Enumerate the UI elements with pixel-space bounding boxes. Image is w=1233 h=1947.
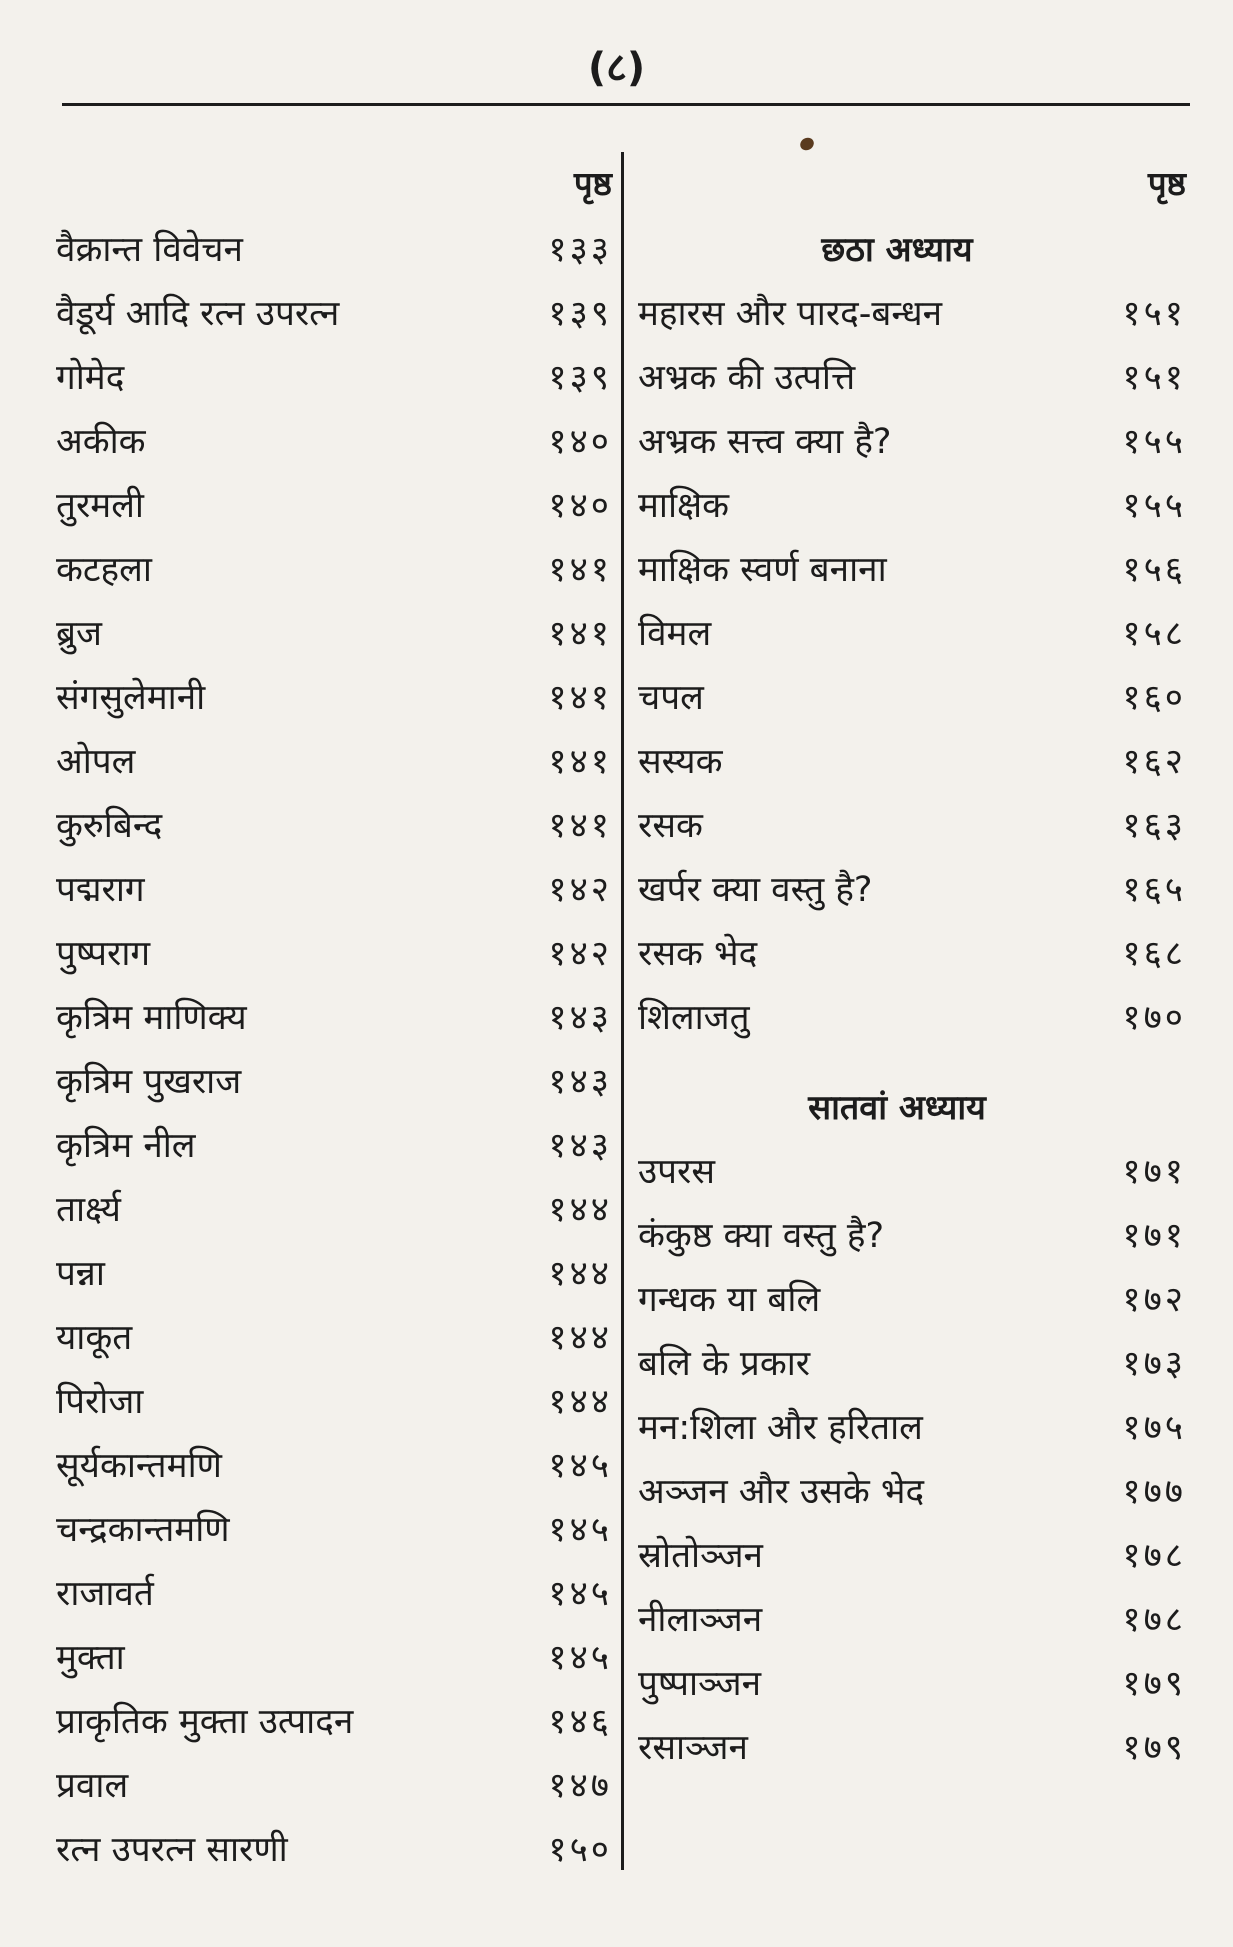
entry-title: प्राकृतिक मुक्ता उत्पादन (56, 1702, 354, 1742)
index-entry (56, 1242, 612, 1306)
entry-title: महारस और पारद-बन्धन (638, 294, 943, 334)
entry-page-number: १६२ (1122, 742, 1186, 782)
entry-page-number: १४७ (548, 1766, 612, 1806)
entry-title: चपल (638, 678, 704, 718)
index-entry (56, 1178, 612, 1242)
entry-title: खर्पर क्या वस्तु है? (638, 870, 873, 910)
entry-title: रत्न उपरत्न सारणी (56, 1830, 288, 1870)
index-entry (56, 474, 612, 538)
chapter-heading: छठा अध्याय (821, 230, 973, 270)
entry-title: अञ्जन और उसके भेद (638, 1472, 925, 1512)
index-entry (56, 346, 612, 410)
entry-title: कृत्रिम नील (56, 1126, 196, 1166)
index-entry (56, 666, 612, 730)
entry-title: कृत्रिम पुखराज (56, 1062, 242, 1102)
entry-title: राजावर्त (56, 1574, 154, 1614)
entry-page-number: १७१ (1122, 1216, 1186, 1256)
page-column-header: पृष्ठ (573, 164, 612, 203)
entry-title: पिरोजा (56, 1382, 144, 1422)
entry-page-number: १५५ (1122, 422, 1186, 462)
entry-page-number: १६८ (1122, 934, 1186, 974)
entry-title: रसक भेद (638, 934, 758, 974)
entry-page-number: १७१ (1122, 1152, 1186, 1192)
entry-title: मन:शिला और हरिताल (638, 1408, 923, 1448)
index-entry (56, 1562, 612, 1626)
index-entry (56, 1818, 612, 1882)
index-entry (56, 602, 612, 666)
index-entry (56, 1434, 612, 1498)
entry-title: गन्धक या बलि (638, 1280, 821, 1320)
index-entry (56, 538, 612, 602)
left-column (56, 150, 612, 1882)
index-entry (638, 1716, 1186, 1780)
entry-title: अभ्रक की उत्पत्ति (638, 358, 856, 398)
entry-page-number: १३९ (548, 294, 612, 334)
entry-page-number: १४१ (548, 742, 612, 782)
right-column (638, 150, 1186, 1780)
entry-title: पुष्पराग (56, 934, 151, 974)
index-entry (56, 986, 612, 1050)
entry-page-number: १५० (548, 1830, 612, 1870)
index-entry (56, 730, 612, 794)
page-column-header: पृष्ठ (1147, 164, 1186, 203)
entry-page-number: १४५ (548, 1638, 612, 1678)
entry-title: पुष्पाञ्जन (638, 1664, 761, 1704)
index-entry (638, 1396, 1186, 1460)
entry-page-number: १४२ (548, 934, 612, 974)
index-entry (56, 410, 612, 474)
entry-page-number: १४३ (548, 1126, 612, 1166)
index-entry (638, 346, 1186, 410)
page-number: (८) (587, 45, 646, 91)
entry-title: रसाञ्जन (638, 1728, 748, 1768)
entry-page-number: १५१ (1122, 294, 1186, 334)
entry-title: वैडूर्य आदि रत्न उपरत्न (56, 294, 340, 334)
left-index-list (56, 218, 612, 1882)
index-entry (56, 794, 612, 858)
entry-title: माक्षिक स्वर्ण बनाना (638, 550, 887, 590)
index-entry (56, 282, 612, 346)
entry-page-number: १६० (1122, 678, 1186, 718)
index-entry (638, 1652, 1186, 1716)
entry-title: अकीक (56, 422, 146, 462)
entry-page-number: १४५ (548, 1510, 612, 1550)
entry-title: संगसुलेमानी (56, 678, 206, 718)
entry-page-number: १४६ (548, 1702, 612, 1742)
entry-title: चन्द्रकान्तमणि (56, 1510, 230, 1550)
index-entry (56, 1498, 612, 1562)
index-entry (638, 1268, 1186, 1332)
entry-page-number: १३९ (548, 358, 612, 398)
entry-title: सस्यक (638, 742, 723, 782)
entry-page-number: १४३ (548, 998, 612, 1038)
entry-page-number: १४२ (548, 870, 612, 910)
entry-title: ब्रुज (56, 614, 102, 654)
index-entry (638, 1140, 1186, 1204)
index-entry (56, 1370, 612, 1434)
top-rule (62, 103, 1190, 106)
entry-page-number: १६५ (1122, 870, 1186, 910)
entry-page-number: १४४ (548, 1318, 612, 1358)
index-entry (638, 730, 1186, 794)
entry-title: गोमेद (56, 358, 125, 398)
index-entry (56, 922, 612, 986)
entry-title: पद्मराग (56, 870, 145, 910)
entry-page-number: १५६ (1122, 550, 1186, 590)
entry-page-number: १४३ (548, 1062, 612, 1102)
index-entry (56, 218, 612, 282)
entry-page-number: १४० (548, 422, 612, 462)
entry-page-number: १६३ (1122, 806, 1186, 846)
entry-title: याकूत (56, 1318, 133, 1358)
entry-title: स्रोतोञ्जन (638, 1536, 763, 1576)
entry-page-number: १४५ (548, 1574, 612, 1614)
index-entry (56, 858, 612, 922)
entry-title: मुक्ता (56, 1638, 125, 1678)
entry-page-number: १७९ (1122, 1664, 1186, 1704)
entry-title: पन्ना (56, 1254, 105, 1294)
entry-title: विमल (638, 614, 712, 654)
index-entry (56, 1626, 612, 1690)
entry-title: तुरमली (56, 486, 144, 526)
entry-page-number: १४४ (548, 1254, 612, 1294)
index-entry (638, 922, 1186, 986)
entry-title: शिलाजतु (638, 998, 750, 1038)
index-entry (56, 1690, 612, 1754)
index-entry (56, 1050, 612, 1114)
entry-page-number: १७८ (1122, 1600, 1186, 1640)
entry-title: नीलाञ्जन (638, 1600, 763, 1640)
index-entry (638, 1332, 1186, 1396)
entry-page-number: १७२ (1122, 1280, 1186, 1320)
index-entry (56, 1114, 612, 1178)
index-entry (638, 1204, 1186, 1268)
entry-page-number: १४० (548, 486, 612, 526)
entry-title: कृत्रिम माणिक्य (56, 998, 247, 1038)
entry-title: अभ्रक सत्त्व क्या है? (638, 422, 892, 462)
entry-page-number: १४४ (548, 1382, 612, 1422)
index-entry (638, 602, 1186, 666)
entry-title: कंकुष्ठ क्या वस्तु है? (638, 1216, 885, 1256)
index-entry (638, 858, 1186, 922)
entry-title: उपरस (638, 1152, 716, 1192)
entry-title: रसक (638, 806, 703, 846)
entry-page-number: १७८ (1122, 1536, 1186, 1576)
entry-page-number: १७७ (1122, 1472, 1186, 1512)
entry-page-number: १७९ (1122, 1728, 1186, 1768)
entry-page-number: १४५ (548, 1446, 612, 1486)
entry-page-number: १७५ (1122, 1408, 1186, 1448)
index-entry (638, 474, 1186, 538)
chapter6-index-list (638, 282, 1186, 1050)
column-divider (621, 152, 624, 1870)
entry-page-number: १५८ (1122, 614, 1186, 654)
chapter-heading: सातवां अध्याय (808, 1088, 986, 1128)
index-entry (56, 1306, 612, 1370)
entry-page-number: १४१ (548, 614, 612, 654)
entry-page-number: १३३ (548, 230, 612, 270)
entry-title: सूर्यकान्तमणि (56, 1446, 222, 1486)
entry-page-number: १७० (1122, 998, 1186, 1038)
index-entry (638, 410, 1186, 474)
entry-page-number: १४१ (548, 678, 612, 718)
entry-page-number: १४१ (548, 550, 612, 590)
entry-page-number: १४१ (548, 806, 612, 846)
entry-title: ओपल (56, 742, 136, 782)
entry-title: कुरुबिन्द (56, 806, 163, 846)
index-entry (638, 666, 1186, 730)
entry-title: वैक्रान्त विवेचन (56, 230, 243, 270)
chapter-gap (638, 1050, 1186, 1076)
entry-title: तार्क्ष्य (56, 1190, 121, 1230)
entry-page-number: १७३ (1122, 1344, 1186, 1384)
entry-title: कटहला (56, 550, 152, 590)
entry-title: बलि के प्रकार (638, 1344, 811, 1384)
index-entry (638, 1460, 1186, 1524)
entry-page-number: १५५ (1122, 486, 1186, 526)
index-entry (56, 1754, 612, 1818)
index-entry (638, 1588, 1186, 1652)
entry-page-number: १४४ (548, 1190, 612, 1230)
index-entry (638, 794, 1186, 858)
entry-title: माक्षिक (638, 486, 730, 526)
index-entry (638, 1524, 1186, 1588)
index-entry (638, 282, 1186, 346)
index-entry (638, 986, 1186, 1050)
entry-title: प्रवाल (56, 1766, 129, 1806)
chapter7-index-list (638, 1140, 1186, 1780)
index-entry (638, 538, 1186, 602)
entry-page-number: १५१ (1122, 358, 1186, 398)
